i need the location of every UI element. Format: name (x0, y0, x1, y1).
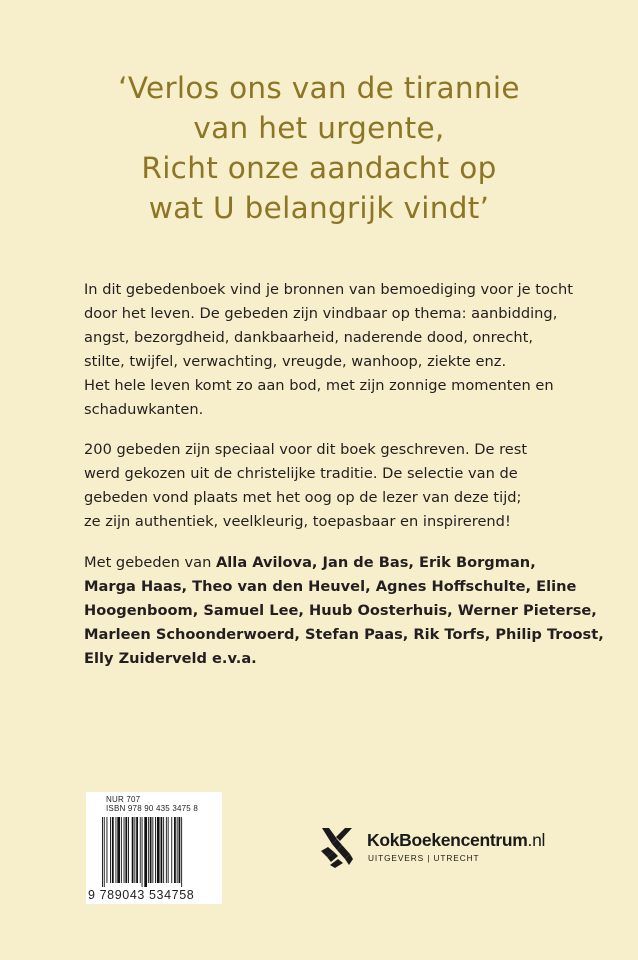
contributor-names: Marga Haas, Theo van den Heuvel, Agnes Hoffschulte, Eline (84, 578, 577, 595)
text-line: schaduwkanten. (84, 401, 204, 418)
text-line: ze zijn authentiek, veelkleurig, toepasbaar en inspirerend! (84, 513, 511, 530)
publisher-name-suffix: .nl (527, 830, 546, 850)
contributor-names: Elly Zuiderveld e.v.a. (84, 650, 257, 667)
back-cover-quote (0, 68, 638, 228)
description-paragraph-1 (84, 278, 604, 422)
text-line: 200 gebeden zijn speciaal voor dit boek geschreven. De rest (84, 441, 528, 458)
quote-line: ‘Verlos ons van de tirannie (118, 71, 520, 105)
publisher-logo-icon (320, 826, 354, 868)
text-line: In dit gebedenboek vind je bronnen van bemoediging voor je tocht (84, 281, 573, 298)
publisher-name (367, 830, 545, 850)
isbn-text: ISBN 978 90 435 3475 8 (106, 804, 199, 813)
text-line: gebeden vond plaats met het oog op de lezer van deze tijd; (84, 489, 522, 506)
contributor-names: Alla Avilova, Jan de Bas, Erik Borgman, (216, 554, 536, 571)
quote-line: van het urgente, (193, 111, 445, 145)
quote-line: Richt onze aandacht op (141, 151, 497, 185)
text-line: stilte, twijfel, verwachting, vreugde, wanhoop, ziekte enz. (84, 353, 507, 370)
publisher-name-bold: KokBoekencentrum (367, 830, 528, 850)
quote-line: wat U belangrijk vindt’ (148, 191, 490, 225)
contributors-paragraph (84, 551, 604, 671)
publisher-subtitle: UITGEVERS | UTRECHT (368, 853, 480, 863)
barcode-bars (102, 817, 214, 887)
contributor-names: Hoogenboom, Samuel Lee, Huub Oosterhuis, Werner Pieterse, (84, 602, 597, 619)
contributors-intro: Met gebeden van (84, 554, 217, 571)
text-line: Het hele leven komt zo aan bod, met zijn zonnige momenten en (84, 377, 554, 394)
contributor-names: Marleen Schoonderwoerd, Stefan Paas, Rik Torfs, Philip Troost, (84, 626, 604, 643)
description-paragraph-2 (84, 438, 604, 534)
barcode-label (86, 792, 222, 904)
text-line: werd gekozen uit de christelijke traditie. De selectie van de (84, 465, 518, 482)
text-line (84, 551, 604, 575)
text-line: angst, bezorgdheid, dankbaarheid, naderende dood, onrecht, (84, 329, 533, 346)
nur-code: NUR 707 (106, 795, 141, 804)
barcode-number: 9 789043 534758 (88, 888, 195, 902)
text-line: door het leven. De gebeden zijn vindbaar op thema: aanbidding, (84, 305, 558, 322)
